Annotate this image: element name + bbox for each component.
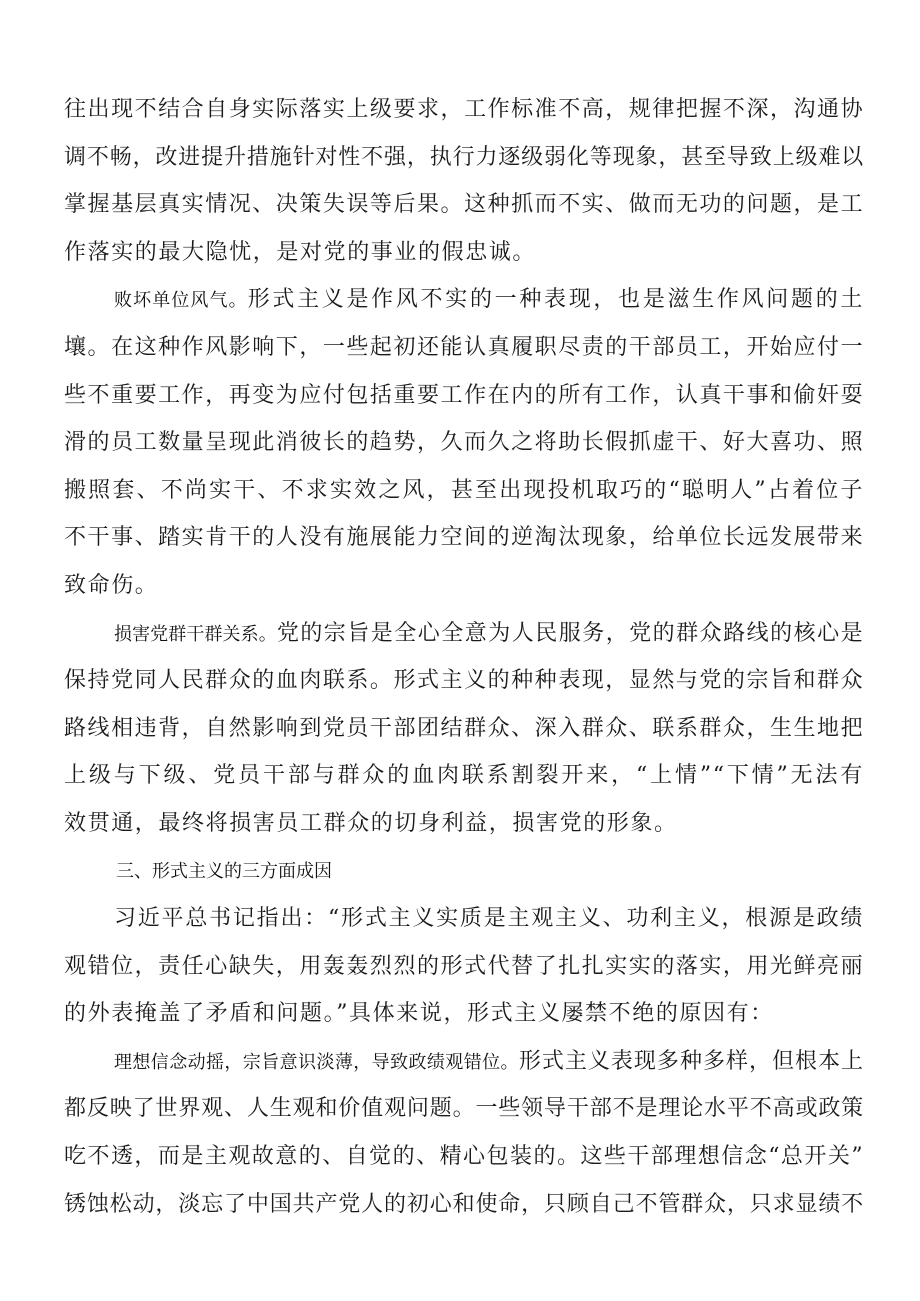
paragraph-text: 形式主义表现多种多样，但根本上 xyxy=(518,1048,864,1074)
paragraph-line: 不干事、踏实肯干的人没有施展能力空间的逆淘汰现象，给单位长远发展带来 xyxy=(64,525,864,551)
paragraph-first-line xyxy=(64,610,864,658)
paragraph-first-line xyxy=(64,276,864,324)
paragraph-line: 吃不透，而是主观故意的、自觉的、精心包装的。这些干部理想信念“总开关” xyxy=(64,1144,864,1170)
paragraph-line: 锈蚀松动，淡忘了中国共产党人的初心和使命，只顾自己不管群众，只求显绩不 xyxy=(64,1191,864,1217)
paragraph-line: 路线相违背，自然影响到党员干部团结群众、深入群众、联系群众，生生地把 xyxy=(64,715,864,741)
paragraph-first-line: 习近平总书记指出：“形式主义实质是主观主义、功利主义，根源是政绩 xyxy=(114,906,864,932)
document-body xyxy=(64,86,864,1228)
paragraph-line: 调不畅，改进提升措施针对性不强，执行力逐级弱化等现象，甚至导致上级难以 xyxy=(64,144,864,170)
paragraph-line: 作落实的最大隐忧，是对党的事业的假忠诚。 xyxy=(64,239,537,265)
paragraph-line: 效贯通，最终将损害员工群众的切身利益，损害党的形象。 xyxy=(64,810,678,836)
paragraph-line: 致命伤。 xyxy=(64,572,159,598)
paragraph-line: 掌握基层真实情况、决策失误等后果。这种抓而不实、做而无功的问题，是工 xyxy=(64,192,864,218)
paragraph-line: 搬照套、不尚实干、不求实效之风，甚至出现投机取巧的“聪明人”占着位子 xyxy=(64,477,864,503)
paragraph-lead: 理想信念动摇，宗旨意识淡薄，导致政绩观错位。 xyxy=(114,1051,519,1073)
paragraph-line: 壤。在这种作风影响下，一些起初还能认真履职尽责的干部员工，开始应付一 xyxy=(64,334,864,360)
paragraph-line: 些不重要工作，再变为应付包括重要工作在内的所有工作，认真干事和偷奸耍 xyxy=(64,382,864,408)
paragraph-lead: 败坏单位风气。 xyxy=(114,290,248,312)
paragraph-line: 观错位，责任心缺失，用轰轰烈烈的形式代替了扎扎实实的落实，用光鲜亮丽 xyxy=(64,953,864,979)
paragraph-line: 都反映了世界观、人生观和价值观问题。一些领导干部不是理论水平不高或政策 xyxy=(64,1096,864,1122)
section-heading: 三、形式主义的三方面成因 xyxy=(116,860,332,882)
paragraph-lead: 损害党群干群关系。 xyxy=(114,623,277,645)
paragraph-line: 的外表掩盖了矛盾和问题。”具体来说，形式主义屡禁不绝的原因有： xyxy=(64,1001,774,1027)
paragraph-line: 上级与下级、党员干部与群众的血肉联系割裂开来，“上情”“下情”无法有 xyxy=(64,763,864,789)
paragraph-line: 滑的员工数量呈现此消彼长的趋势，久而久之将助长假抓虚干、好大喜功、照 xyxy=(64,430,864,456)
paragraph-line: 保持党同人民群众的血肉联系。形式主义的种种表现，显然与党的宗旨和群众 xyxy=(64,668,864,694)
paragraph-first-line xyxy=(64,1038,864,1086)
paragraph-text: 形式主义是作风不实的一种表现，也是滋生作风问题的土 xyxy=(247,287,864,313)
paragraph-line: 往出现不结合自身实际落实上级要求，工作标准不高，规律把握不深，沟通协 xyxy=(64,97,864,122)
paragraph-text: 党的宗旨是全心全意为人民服务，党的群众路线的核心是 xyxy=(276,620,865,646)
